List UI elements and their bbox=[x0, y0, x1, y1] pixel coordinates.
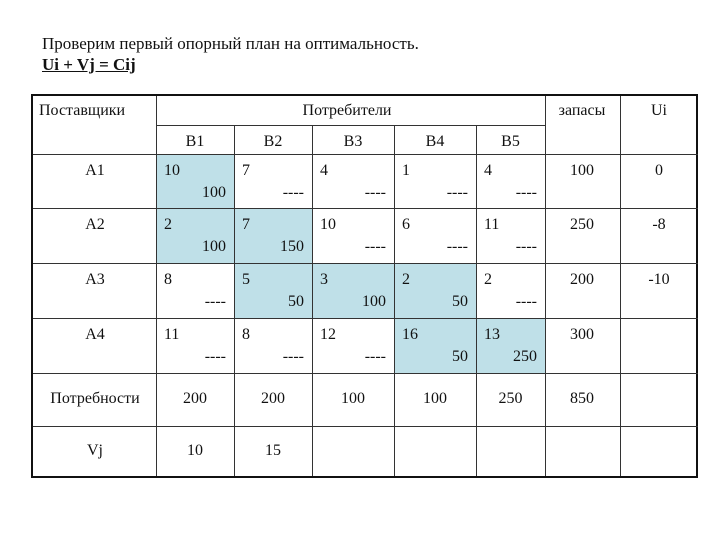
supplier-label-a3: A3 bbox=[85, 271, 105, 288]
allocation-value: 250 bbox=[513, 348, 537, 365]
cost-value: 6 bbox=[402, 216, 410, 233]
cost-value: 5 bbox=[242, 271, 250, 288]
allocation-value: ---- bbox=[446, 238, 468, 255]
row-divider bbox=[33, 154, 698, 155]
cost-value: 2 bbox=[484, 271, 492, 288]
demand-value: 200 bbox=[261, 390, 285, 407]
consumer-header-b5: B5 bbox=[501, 133, 520, 150]
column-divider bbox=[476, 125, 477, 476]
allocation-value: ---- bbox=[515, 238, 537, 255]
supply-value: 250 bbox=[570, 216, 594, 233]
column-divider bbox=[156, 96, 157, 476]
vj-label: Vj bbox=[87, 442, 103, 459]
column-divider bbox=[620, 96, 621, 476]
ui-value: -10 bbox=[648, 271, 670, 288]
allocation-value: 100 bbox=[202, 184, 226, 201]
supply-value: 200 bbox=[570, 271, 594, 288]
column-divider bbox=[545, 96, 546, 476]
consumer-header-b2: B2 bbox=[263, 133, 283, 150]
allocation-value: ---- bbox=[364, 184, 386, 201]
heading-line-1: Проверим первый опорный план на оптимальность. bbox=[42, 34, 419, 53]
cost-value: 4 bbox=[320, 162, 328, 179]
heading-formula: Ui + Vj = Cij bbox=[42, 55, 136, 74]
cost-value: 8 bbox=[242, 326, 250, 343]
allocation-value: ---- bbox=[364, 238, 386, 255]
allocation-value: 50 bbox=[288, 293, 304, 310]
cost-value: 13 bbox=[484, 326, 500, 343]
demand-value: 100 bbox=[341, 390, 365, 407]
supply-value: 100 bbox=[570, 162, 594, 179]
allocation-value: 100 bbox=[362, 293, 386, 310]
allocation-value: 50 bbox=[452, 293, 468, 310]
allocation-value: ---- bbox=[282, 348, 304, 365]
column-divider bbox=[234, 125, 235, 476]
supply-header: запасы bbox=[558, 102, 606, 119]
row-divider bbox=[156, 125, 545, 126]
ui-header: Ui bbox=[651, 102, 667, 119]
cost-value: 3 bbox=[320, 271, 328, 288]
vj-value: 15 bbox=[265, 442, 281, 459]
allocation-value: ---- bbox=[204, 348, 226, 365]
allocation-value: 100 bbox=[202, 238, 226, 255]
consumer-header-b1: B1 bbox=[185, 133, 205, 150]
consumers-header: Потребители bbox=[302, 102, 392, 119]
cost-value: 12 bbox=[320, 326, 336, 343]
allocation-value: 50 bbox=[452, 348, 468, 365]
cost-value: 11 bbox=[484, 216, 500, 233]
row-divider bbox=[33, 318, 698, 319]
cost-value: 2 bbox=[402, 271, 410, 288]
supplier-label-a1: A1 bbox=[85, 162, 105, 179]
cost-value: 7 bbox=[242, 216, 250, 233]
page-heading bbox=[42, 33, 419, 75]
supply-value: 300 bbox=[570, 326, 594, 343]
allocation-value: ---- bbox=[204, 293, 226, 310]
cost-value: 10 bbox=[164, 162, 180, 179]
allocation-value: ---- bbox=[282, 184, 304, 201]
allocation-value: ---- bbox=[446, 184, 468, 201]
supplier-label-a2: A2 bbox=[85, 216, 105, 233]
transport-table bbox=[31, 94, 698, 478]
demand-value: 250 bbox=[498, 390, 523, 407]
cost-value: 16 bbox=[402, 326, 418, 343]
consumer-header-b3: B3 bbox=[343, 133, 363, 150]
row-divider bbox=[33, 373, 698, 374]
demand-label: Потребности bbox=[50, 390, 140, 407]
allocation-value: ---- bbox=[515, 293, 537, 310]
allocation-value: 150 bbox=[280, 238, 304, 255]
row-divider bbox=[33, 426, 698, 427]
suppliers-header: Поставщики bbox=[39, 102, 126, 119]
demand-value: 100 bbox=[423, 390, 447, 407]
allocation-value: ---- bbox=[364, 348, 386, 365]
row-divider bbox=[33, 208, 698, 209]
ui-value: -8 bbox=[652, 216, 666, 233]
demand-value: 200 bbox=[183, 390, 207, 407]
vj-value: 10 bbox=[187, 442, 203, 459]
allocation-value: ---- bbox=[515, 184, 537, 201]
cost-value: 1 bbox=[402, 162, 410, 179]
cost-value: 11 bbox=[164, 326, 180, 343]
cost-value: 8 bbox=[164, 271, 172, 288]
demand-total: 850 bbox=[570, 390, 594, 407]
consumer-header-b4: B4 bbox=[425, 133, 445, 150]
cost-value: 4 bbox=[484, 162, 492, 179]
column-divider bbox=[394, 125, 395, 476]
cost-value: 10 bbox=[320, 216, 336, 233]
cost-value: 7 bbox=[242, 162, 250, 179]
supplier-label-a4: A4 bbox=[85, 326, 105, 343]
column-divider bbox=[312, 125, 313, 476]
row-divider bbox=[33, 263, 698, 264]
cost-value: 2 bbox=[164, 216, 172, 233]
ui-value: 0 bbox=[655, 162, 663, 179]
